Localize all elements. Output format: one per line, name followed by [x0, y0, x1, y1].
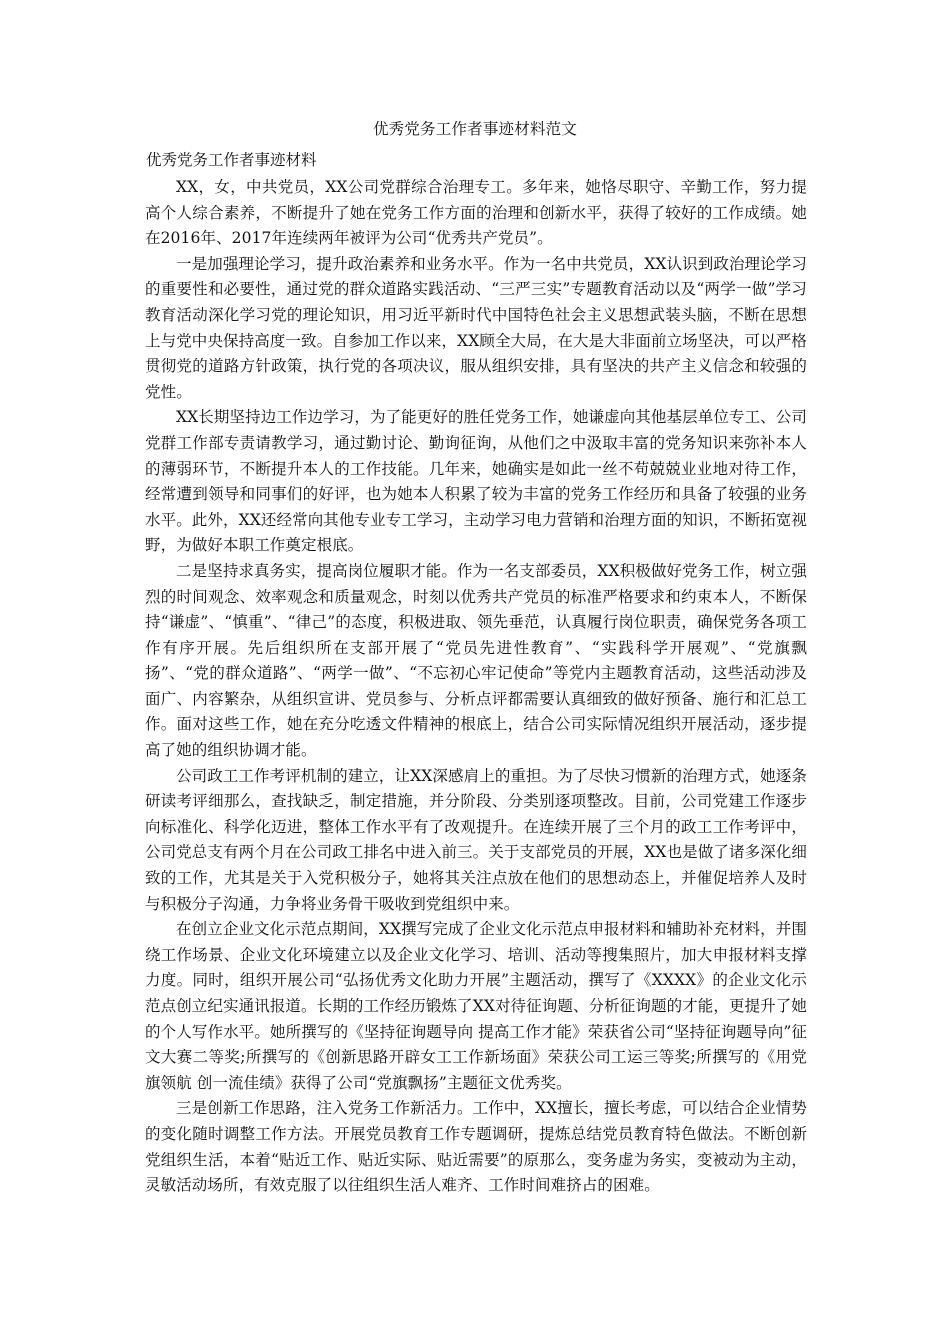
paragraph-intro: XX，女，中共党员，XX公司党群综合治理专工。多年来，她恪尽职守、辛勤工作，努力提高个人综合素养，不断提升了她在党务工作方面的治理和创新水平，获得了较好的工作成绩。她在2016年、2017年连续两年被评为公司“优秀共产党员”。	[145, 178, 807, 248]
document-subtitle: 优秀党务工作者事迹材料	[146, 151, 317, 169]
document-title: 优秀党务工作者事迹材料范文	[372, 120, 578, 138]
paragraph-duty-performance: 二是坚持求真务实，提高岗位履职才能。作为一名支部委员，XX积极做好党务工作，树立强烈的时间观念、效率观念和质量观念，时刻以优秀共产党员的标准严格要求和约束本人，不断保持“谦虚”、“慎重”、“律己”的态度，积极进取、领先垂范，认真履行岗位职责，确保党务各项工作有序开展。先后组织所在支部开展了“党员先进性教育”、“实践科学开展观”、“党旗飘扬”、“党的群众道路”、“两学一做”、“不忘初心牢记使命”等党内主题教育活动，这些活动涉及面广、内容繁杂，从组织宣讲、党员参与、分析点评都需要认真细致的做好预备、施行和汇总工作。面对这些工作，她在充分吃透文件精神的根底上，结合公司实际情况组织开展活动，逐步提高了她的组织协调才能。	[145, 561, 807, 760]
paragraph-work-learning: XX长期坚持边工作边学习，为了能更好的胜任党务工作，她谦虚向其他基层单位专工、公司党群工作部专责请教学习，通过勤讨论、勤询征询，从他们之中汲取丰富的党务知识来弥补本人的薄弱环节，不断提升本人的工作技能。几年来，她确实是如此一丝不苟兢兢业业地对待工作，经常遭到领导和同事们的好评，也为她本人积累了较为丰富的党务工作经历和具备了较强的业务水平。此外，XX还经常向其他专业专工学习，主动学习电力营销和治理方面的知识，不断拓宽视野，为做好本职工作奠定根底。	[145, 408, 807, 555]
paragraph-corporate-culture: 在创立企业文化示范点期间，XX撰写完成了企业文化示范点申报材料和辅助补充材料，并围绕工作场景、企业文化环境建立以及企业文化学习、培训、活动等搜集照片，加大申报材料支撑力度。同时，组织开展公司“弘扬优秀文化助力开展”主题活动，撰写了《XXXX》的企业文化示范点创立纪实通讯报道。长期的工作经历锻炼了XX对待征询题、分析征询题的才能，更提升了她的个人写作水平。她所撰写的《坚持征询题导向 提高工作才能》荣获省公司“坚持征询题导向”征文大赛二等奖;所撰写的《创新思路开辟女工工作新场面》荣获公司工运三等奖;所撰写的《用党旗领航 创一流佳绩》获得了公司“党旗飘扬”主题征文优秀奖。	[145, 920, 807, 1092]
document-body	[145, 175, 807, 1199]
paragraph-theory-study: 一是加强理论学习，提升政治素养和业务水平。作为一名中共党员，XX认识到政治理论学习的重要性和必要性，通过党的群众道路实践活动、“三严三实”专题教育活动以及“两学一做”学习教育活动深化学习党的理论知识，用习近平新时代中国特色社会主义思想武装头脑，不断在思想上与党中央保持高度一致。自参加工作以来，XX顾全大局，在大是大非面前立场坚决，可以严格贯彻党的道路方针政策，执行党的各项决议，服从组织安排，具有坚决的共产主义信念和较强的党性。	[145, 254, 807, 401]
paragraph-innovation: 三是创新工作思路，注入党务工作新活力。工作中，XX擅长，擅长考虑，可以结合企业情势的变化随时调整工作方法。开展党员教育工作专题调研，提炼总结党员教育特色做法。不断创新党组织生活，本着“贴近工作、贴近实际、贴近需要”的原那么，变务虚为务实，变被动为主动，灵敏活动场所，有效克服了以往组织生活人难齐、工作时间难挤占的困难。	[145, 1099, 807, 1195]
paragraph-evaluation-mechanism: 公司政工工作考评机制的建立，让XX深感肩上的重担。为了尽快习惯新的治理方式，她逐条研读考评细那么，查找缺乏，制定措施，并分阶段、分类别逐项整改。目前，公司党建工作逐步向标准化、科学化迈进，整体工作水平有了改观提升。在连续开展了三个月的政工工作考评中，公司党总支有两个月在公司政工排名中进入前三。关于支部党员的开展，XX也是做了诸多深化细致的工作，尤其是关于入党积极分子，她将其关注点放在他们的思想动态上，并催促培养人及时与积极分子沟通，力争将业务骨干吸收到党组织中来。	[145, 766, 807, 913]
